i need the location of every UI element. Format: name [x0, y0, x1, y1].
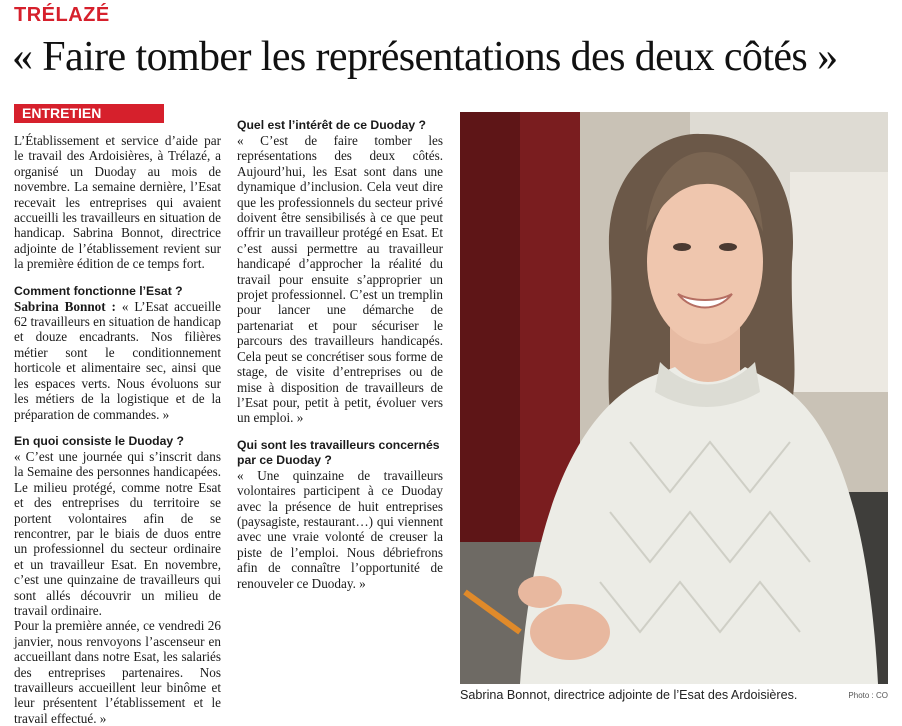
question-3: Quel est l’intérêt de ce Duoday ? [237, 118, 426, 132]
article-column-1 [14, 133, 221, 726]
headline: « Faire tomber les représentations des deux côtés » [12, 34, 838, 80]
photo-caption: Sabrina Bonnot, directrice adjointe de l’Esat des Ardoisières. [460, 688, 798, 702]
kicker: TRÉLAZÉ [14, 4, 110, 26]
question-1: Comment fonctionne l’Esat ? [14, 283, 183, 298]
photo-credit: Photo : CO [848, 691, 888, 700]
question-4: Qui sont les travailleurs concernés par ce Duoday ? [237, 437, 440, 467]
answer-4: « Une quinzaine de travailleurs volontaires participent à ce Duoday avec la présence de huit entreprises (paysagiste, restaurant…) qui viennent avec une vraie volonté de creuser la piste de l’emploi. Nous débriefrons afin de connaître l’opportunité de renouveler ce Duoday. » [237, 467, 443, 591]
section-tag: ENTRETIEN [14, 104, 164, 123]
article-column-2 [237, 106, 443, 591]
portrait-illustration [460, 112, 888, 684]
question-2: En quoi consiste le Duoday ? [14, 433, 184, 448]
answer-2: « C’est une journée qui s’inscrit dans la Semaine des personnes handicapées. Le milieu protégé, comme notre Esat et des entreprises du territoire se portent volontaires afin de se rencontrer, par le biais de duos entre un professionnel du secteur ordinaire et un travailleur Esat. En novembre, c’est une quinzaine de travailleurs qui sont allés découvrir un milieu de travail ordinaire. [14, 448, 221, 618]
answer-1-speaker: Sabrina Bonnot : [14, 298, 116, 314]
answer-3: « C’est de faire tomber les représentations des deux côtés. Aujourd’hui, les Esat sont dans une dynamique d’inclusion. Cela veut dire que les professionnels du secteur privé doivent être sensibilisés à ce que peut offrir un travailleur protégé en Esat. Et c’est aussi permettre au travailleur handicapé d’approcher la réalité du travail pour ensuite s’approprier un projet professionnel. C’est un tremplin pour lancer une démarche de partenariat et pour sécuriser le parcours des travailleurs handicapés. Cela peut se concrétiser sous forme de stage, de visite d’entreprises ou de mise à disposition de travailleurs de l’Esat pour, petit à petit, évoluer vers un emploi. » [237, 133, 443, 426]
intro-paragraph: L’Établissement et service d’aide par le travail des Ardoisières, à Trélazé, a organisé un Duoday au mois de novembre. La semaine dernière, l’Esat recevait les entreprises qui avaient accueilli les travailleurs en situation de handicap. Sabrina Bonnot, directrice adjointe de l’établissement revient sur la première édition de ce temps fort. [14, 133, 221, 272]
portrait-photo [460, 112, 888, 684]
answer-1 [14, 299, 221, 422]
answer-2-continued: Pour la première année, ce vendredi 26 janvier, nous renvoyons l’ascenseur en accueillant dans notre Esat, les salariés des entreprises partenaires. Nos travailleurs accueillent leur binôme et leur présentent l’établissement et le travail effectué. » [14, 618, 221, 726]
answer-1-text: « L’Esat accueille 62 travailleurs en situation de handicap et douze encadrants. Nos filières métier sont le conditionnement horticole et alimentaire sec, ainsi que les espaces verts. Nous évoluons sur les métiers de la logistique et de la préparation de commandes. » [14, 298, 221, 422]
